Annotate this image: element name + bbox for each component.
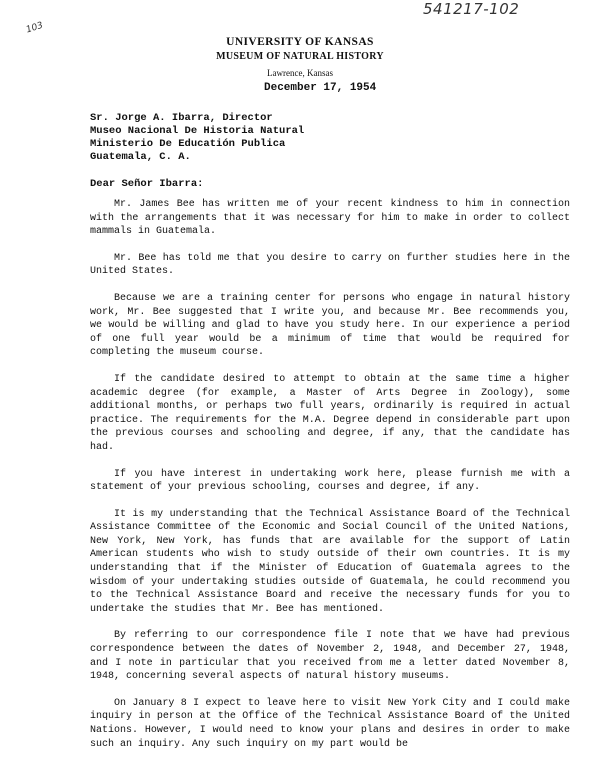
salutation: Dear Señor Ibarra:: [90, 178, 204, 190]
letterhead-university: UNIVERSITY OF KANSAS: [226, 36, 374, 48]
letter-date: December 17, 1954: [264, 82, 377, 94]
paragraph: On January 8 I expect to leave here to visit New York City and I could make inquiry in person at the Office of the Technical Assistance Board of the United Nations. However, I would need to know your plans and desires in order to make such an inquiry. Any such inquiry on my part would be: [90, 697, 570, 750]
paragraph: Because we are a training center for persons who engage in natural history work, Mr. Bee suggested that I write you, and because Mr. Bee recommends you, we would be willing and glad to have you study here. In our experience a period of one full year would be a minimum of time that would be required for completing the museum course.: [90, 292, 570, 359]
paragraph: If you have interest in undertaking work here, please furnish me with a statement of your previous schooling, courses and degree, if any.: [90, 468, 570, 494]
paragraph: Mr. James Bee has written me of your recent kindness to him in connection with the arrangements that it was necessary for him to make in order to collect mammals in Guatemala.: [90, 199, 570, 238]
letterhead-city: Lawrence, Kansas: [267, 68, 333, 78]
recipient-line: Ministerio De Educatión Publica: [90, 138, 286, 150]
recipient-line: Sr. Jorge A. Ibarra, Director: [90, 112, 273, 124]
paragraph: By referring to our correspondence file I note that we have had previous correspondence between the dates of November 2, 1948, and December 27, 1948, and I note in particular that you received from me a letter dated November 8, 1948, concerning several aspects of natural history museums.: [90, 630, 570, 683]
paragraph: Mr. Bee has told me that you desire to carry on further studies here in the United States.: [90, 252, 570, 278]
document-code: 541217-102: [423, 0, 520, 18]
page-mark: 103: [25, 20, 45, 36]
paragraph: If the candidate desired to attempt to obtain at the same time a higher academic degree (for example, a Master of Arts Degree in Zoology), some additional months, or perhaps two full years, ordinarily is required in actual practice. The requirements for the M.A. Degree depend in considerable part upon the previous courses and schooling and degree, if any, that the candidate has had.: [90, 373, 570, 453]
recipient-line: Museo Nacional De Historia Natural: [90, 125, 305, 137]
recipient-address: [90, 112, 304, 164]
recipient-line: Guatemala, C. A.: [90, 151, 191, 163]
letter-body: [90, 198, 570, 764]
paragraph: It is my understanding that the Technical Assistance Board of the Technical Assistance Committee of the Economic and Social Council of the United Nations, New York, New York, has funds that are available for the support of Latin American students who wish to study outside of their own countries. It is my understanding that if the Minister of Education of Guatemala agrees to the wisdom of your undertaking studies outside of Guatemala, he could recommend you to the Technical Assistance Board and receive the necessary funds for you to undertake the studies that Mr. Bee has mentioned.: [90, 508, 570, 615]
letterhead-museum: MUSEUM OF NATURAL HISTORY: [216, 51, 384, 62]
